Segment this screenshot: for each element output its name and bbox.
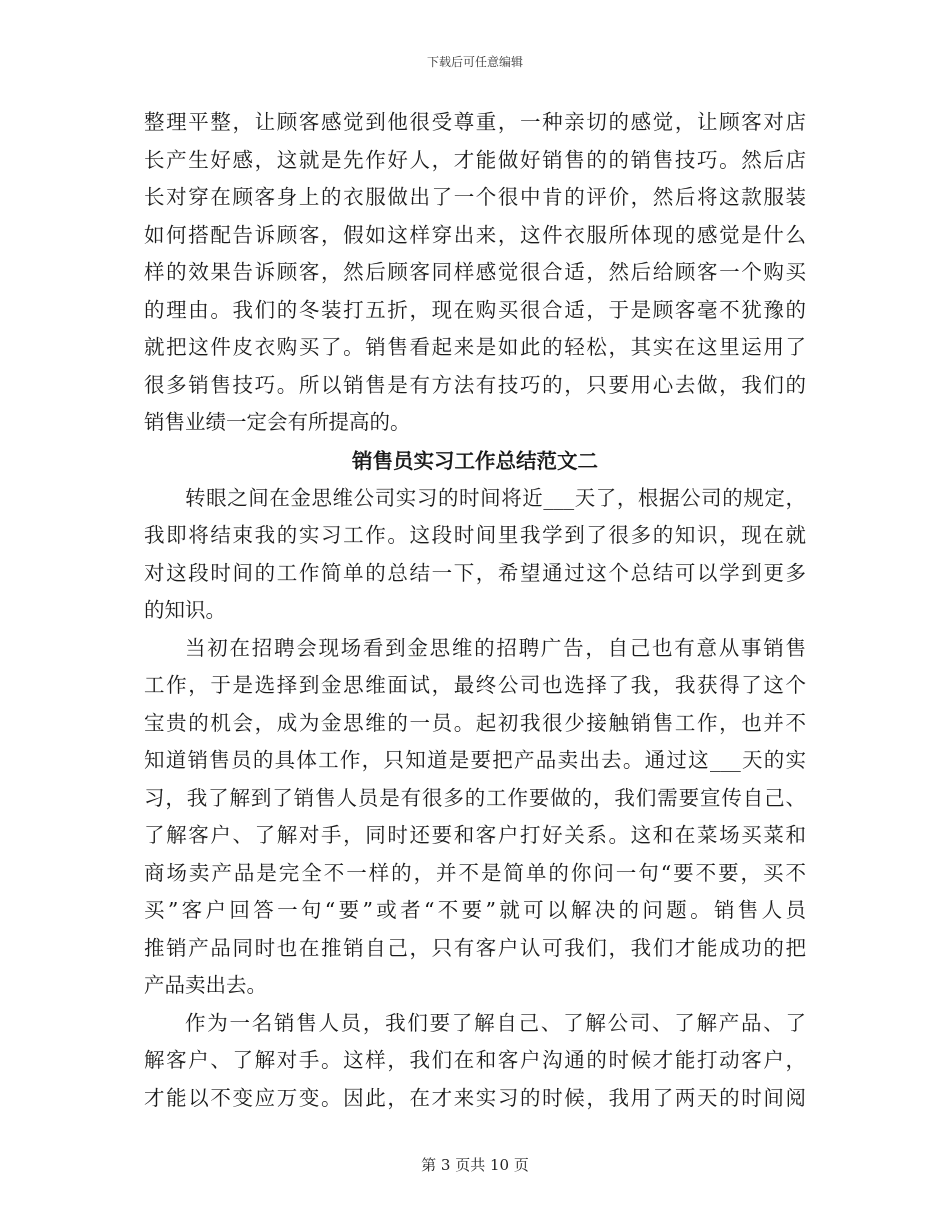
document-body <box>144 104 806 1117</box>
text-line: 了解客户、了解对手，同时还要和客户打好关系。这和在菜场买菜和 <box>144 823 806 847</box>
text-line: 长对穿在顾客身上的衣服做出了一个很中肯的评价，然后将这款服装 <box>144 185 806 209</box>
page-header: 下载后可任意编辑 <box>426 55 523 69</box>
text-line: 销售业绩一定会有所提高的。 <box>144 410 411 434</box>
text-line: 整理平整，让顾客感觉到他很受尊重，一种亲切的感觉，让顾客对店 <box>144 110 806 134</box>
text-line: 知道销售员的具体工作，只知道是要把产品卖出去。通过这___天的实 <box>144 748 806 772</box>
text-line: 习，我了解到了销售人员是有很多的工作要做的，我们需要宣传自己、 <box>144 785 806 810</box>
text-line: 很多销售技巧。所以销售是有方法有技巧的，只要用心去做，我们的 <box>144 372 806 397</box>
text-line: 长产生好感，这就是先作好人，才能做好销售的的销售技巧。然后店 <box>144 147 806 172</box>
section-heading: 销售员实习工作总结范文二 <box>352 448 598 473</box>
text-line: 转眼之间在金思维公司实习的时间将近___天了，根据公司的规定， <box>185 485 806 510</box>
text-line: 工作，于是选择到金思维面试，最终公司也选择了我，我获得了这个 <box>144 673 806 697</box>
text-line: 宝贵的机会，成为金思维的一员。起初我很少接触销售工作，也并不 <box>144 710 806 735</box>
text-line: 当初在招聘会现场看到金思维的招聘广告，自己也有意从事销售 <box>185 635 806 660</box>
text-line: 产品卖出去。 <box>144 973 267 997</box>
text-line: 商场卖产品是完全不一样的，并不是简单的你问一句“要不要，买不 <box>144 860 806 885</box>
text-line: 的知识。 <box>144 598 226 622</box>
text-line: 样的效果告诉顾客，然后顾客同样感觉很合适，然后给顾客一个购买 <box>144 260 806 284</box>
text-line: 推销产品同时也在推销自己，只有客户认可我们，我们才能成功的把 <box>144 935 806 960</box>
text-line: 解客户、了解对手。这样，我们在和客户沟通的时候才能打动客户， <box>144 1048 806 1072</box>
text-line: 的理由。我们的冬装打五折，现在购买很合适，于是顾客毫不犹豫的 <box>144 297 806 322</box>
text-line: 如何搭配告诉顾客，假如这样穿出来，这件衣服所体现的感觉是什么 <box>144 222 806 247</box>
text-line: 我即将结束我的实习工作。这段时间里我学到了很多的知识，现在就 <box>144 523 806 547</box>
text-line: 作为一名销售人员，我们要了解自己、了解公司、了解产品、了 <box>185 1010 806 1035</box>
text-line: 就把这件皮衣购买了。销售看起来是如此的轻松，其实在这里运用了 <box>144 335 806 359</box>
text-line: 才能以不变应万变。因此，在才来实习的时候，我用了两天的时间阅 <box>144 1085 806 1110</box>
text-line: 对这段时间的工作简单的总结一下，希望通过这个总结可以学到更多 <box>144 560 806 585</box>
page-footer: 第 3 页共 10 页 <box>421 1156 529 1174</box>
text-line: 买”客户回答一句“要”或者“不要”就可以解决的问题。销售人员 <box>144 898 806 922</box>
